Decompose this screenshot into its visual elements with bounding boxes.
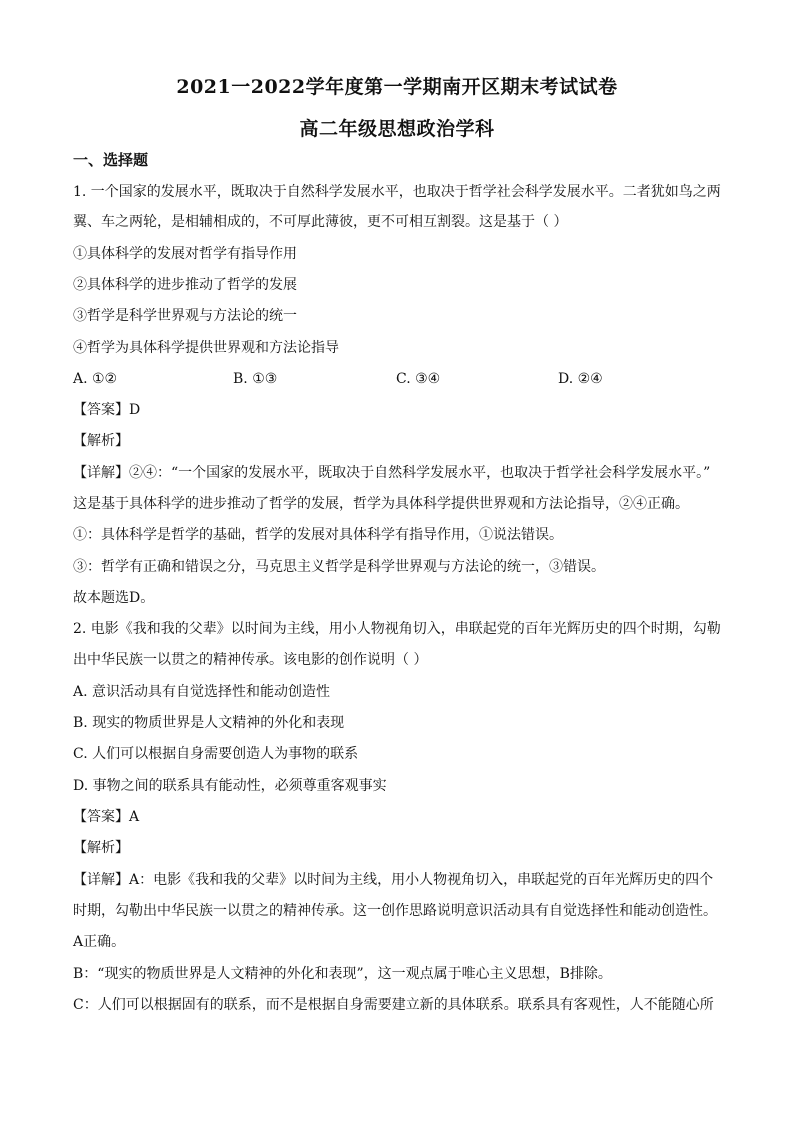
- q1-detail-line2: 这是基于具体科学的进步推动了哲学的发展，哲学为具体科学提供世界观和方法论指导，②④正确。: [73, 496, 689, 512]
- q2-stem-line1: 2. 电影《我和我的父辈》以时间为主线，用小人物视角切入，串联起党的百年光辉历史的四个时期，勾勒: [73, 621, 721, 637]
- q2-option-b: B. 现实的物质世界是人文精神的外化和表现: [73, 715, 345, 731]
- q1-option-a: A. ①②: [73, 371, 118, 387]
- q1-item-3: ③哲学是科学世界观与方法论的统一: [73, 308, 297, 324]
- q2-stem-line2: 出中华民族一以贯之的精神传承。该电影的创作说明（ ）: [73, 652, 428, 668]
- q2-answer: 【答案】A: [73, 809, 140, 825]
- q1-stem-line1: 1. 一个国家的发展水平，既取决于自然科学发展水平，也取决于哲学社会科学发展水平。二者犹如鸟之两: [73, 184, 721, 200]
- q1-option-b: B. ①③: [233, 371, 278, 387]
- q1-item-1: ①具体科学的发展对哲学有指导作用: [73, 246, 297, 262]
- q2-detail-line2: 时期，勾勒出中华民族一以贯之的精神传承。这一创作思路说明意识活动具有自觉选择性和能动创造性。: [73, 903, 717, 919]
- q2-analysis-label: 【解析】: [73, 840, 129, 856]
- q2-detail-line1: 【详解】A：电影《我和我的父辈》以时间为主线，用小人物视角切入，串联起党的百年光辉历史的四个: [73, 872, 714, 888]
- q2-detail-line4: B：“现实的物质世界是人文精神的外化和表现”，这一观点属于唯心主义思想，B排除。: [73, 966, 612, 982]
- q1-detail-line3: ①：具体科学是哲学的基础，哲学的发展对具体科学有指导作用，①说法错误。: [73, 527, 563, 543]
- q1-option-c: C. ③④: [396, 371, 441, 387]
- q1-detail-line4: ③：哲学有正确和错误之分，马克思主义哲学是科学世界观与方法论的统一，③错误。: [73, 559, 605, 575]
- q2-option-c: C. 人们可以根据自身需要创造人为事物的联系: [73, 746, 359, 762]
- q2-detail-line3: A正确。: [73, 934, 126, 950]
- section-heading: 一、选择题: [73, 151, 149, 169]
- q2-option-a: A. 意识活动具有自觉选择性和能动创造性: [73, 684, 331, 700]
- q1-detail-line1: 【详解】②④：“一个国家的发展水平，既取决于自然科学发展水平，也取决于哲学社会科学发展水平。”: [73, 465, 711, 481]
- q2-detail-line5: C：人们可以根据固有的联系，而不是根据自身需要建立新的具体联系。联系具有客观性，人不能随心所: [73, 997, 714, 1013]
- q1-option-d: D. ②④: [558, 371, 603, 387]
- q1-item-2: ②具体科学的进步推动了哲学的发展: [73, 277, 297, 293]
- q1-item-4: ④哲学为具体科学提供世界观和方法论指导: [73, 340, 339, 356]
- q1-answer: 【答案】D: [73, 402, 141, 418]
- exam-title: 2021一2022学年度第一学期南开区期末考试试卷: [176, 76, 618, 98]
- q1-conclusion: 故本题选D。: [73, 590, 155, 606]
- q2-option-d: D. 事物之间的联系具有能动性，必须尊重客观事实: [73, 778, 387, 794]
- exam-subtitle: 高二年级思想政治学科: [299, 118, 495, 140]
- q1-stem-line2: 翼、车之两轮，是相辅相成的，不可厚此薄彼，更不可相互割裂。这是基于（ ）: [73, 214, 568, 230]
- q1-analysis-label: 【解析】: [73, 433, 129, 449]
